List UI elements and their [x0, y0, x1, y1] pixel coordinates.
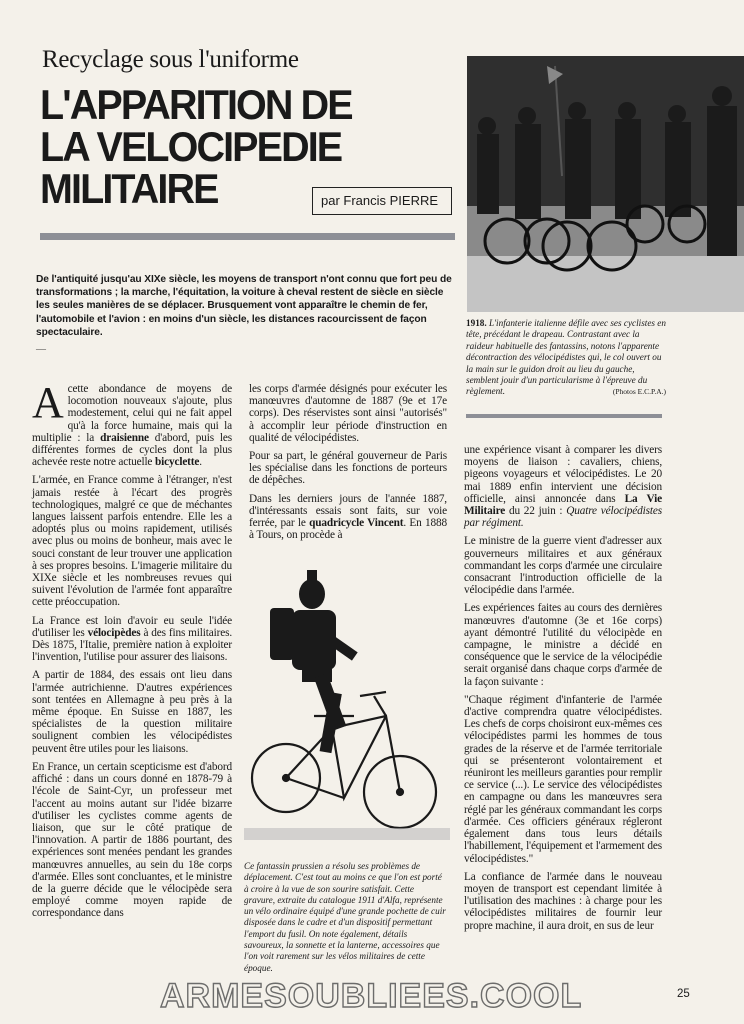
photo-caption [466, 318, 666, 398]
paragraph [249, 493, 447, 542]
chapo: De l'antiquité jusqu'au XIXe siècle, les moyens de transport n'ont connu que fort peu de transformations ; la marche, l'équitation, la voiture à cheval restent de siècle en siècle les seules manières de se déplacer. Brusquement vont apparaître le chemin de fer, l'automobile et l'avion : en moins d'un siècle, les distances racourcissent de façon spectaculaire. [36, 274, 452, 338]
text-run: une expérience visant à comparer les divers moyens de liaison : cavaliers, chiens, pigeons voyageurs et vélocipédistes. Le 20 mai 1889 enfin intervient une décision officielle, ainsi annoncée dans [464, 444, 662, 505]
drop-cap: A [32, 378, 64, 427]
paragraph: A partir de 1884, des essais ont lieu dans l'armée autrichienne. D'autres expériences sont tentées en Allemagne à peu près à la même époque. En Suisse en 1887, les spécialistes de la question militaire soulignent combien les vélocipédistes peuvent être utiles pour les liaisons. [32, 669, 232, 755]
kicker: Recyclage sous l'uniforme [42, 46, 299, 73]
byline: par Francis PIERRE [312, 187, 452, 215]
photo-caption-year: 1918. [466, 318, 487, 328]
engraving-prussian-cyclist [244, 566, 450, 858]
column-2 [249, 383, 447, 547]
text-run: cette abondance de moyens de locomotion nouveaux s'ajoute, plus modestement, celui qui ne fait appel qu'à la force humaine, mais qui la multiplie : la [32, 383, 232, 444]
paragraph: les corps d'armée désignés pour exécuter les manœuvres d'automne de 1887 (9e et 17e corps). Des réservistes sont ainsi "autorisés" à accomplir leur période d'instruction en qualité de vélocipédistes. [249, 383, 447, 444]
title-line-1: L'APPARITION DE [40, 81, 352, 128]
quoted-headline: Quatre vélocipédistes par régiment. [464, 505, 662, 530]
photo-illustration [467, 56, 744, 312]
section-mark: — [36, 344, 46, 355]
paragraph: Les expériences faites au cours des dernières manœuvres d'automne (3e et 16e corps) ayant démontré l'utilité du vélocipède en campagne, le ministre a décidé en conséquence que le service de la vélocipédie serait organisé dans chaque corps d'armée de la façon suivante : [464, 602, 662, 688]
column-1 [32, 378, 233, 926]
paragraph: "Chaque régiment d'infanterie de l'armée d'active comprendra quatre vélocipédistes. Les chefs de corps choisiront eux-mêmes ces vélocipédistes parmi les hommes de tous grades de la réserve et de l'armée territoriale qui se présenteront volontairement et réuniront les meilleurs garanties pour remplir ce service (...). Le service des vélocipédistes en campagne ou dans les manœuvres sera réglé par les généraux commandant les corps d'armée. Ces officiers généraux régleront également dans tous leurs détails l'habillement, l'équipement et l'armement des vélocipédistes." [464, 693, 662, 865]
paragraph: La confiance de l'armée dans le nouveau moyen de transport est cependant limitée à l'utilisation des machines : à charge pour les vélocipédistes militaires de fournir leur propre machine, il aura droit, en sus de leur [464, 870, 662, 932]
paragraph: En France, un certain scepticisme est d'abord affiché : dans un cours donné en 1878-79 à l'école de Saint-Cyr, un professeur met l'accent au moins autant sur l'idée bizarre d'utiliser les cyclistes comme agents de liaison, que sur le côté pratique de l'innovation. A partir de 1886 pourtant, des expériences sont menées pendant les grandes manœuvres annuelles, au sein du 18e corps d'armée. Elles sont concluantes, et le ministre de la guerre décide que le vélocipède sera employé comme moyen rapide de correspondance dans [32, 760, 232, 920]
paragraph [32, 378, 233, 469]
journal-title: La Vie Militaire [464, 492, 662, 518]
caption-rule [466, 414, 662, 418]
paragraph: Pour sa part, le général gouverneur de Paris les spécialise dans les fonctions de porteurs de dépêches. [249, 450, 447, 487]
text-run: à des fins militaires. Dès 1875, l'Italie, première nation à exploiter l'invention, l'utilise pour assurer des liaisons. [32, 626, 233, 664]
paragraph: Le ministre de la guerre vient d'adresser aux gouverneurs militaires et aux généraux commandant les corps d'armée une circulaire consacrant l'introduction officielle de la vélocipédie dans l'armée. [464, 535, 662, 597]
text-run: . [199, 456, 202, 469]
column-3 [464, 444, 662, 938]
term-quadricycle: quadricycle Vincent [309, 517, 404, 530]
watermark: ARMESOUBLIEES.COOL [160, 977, 583, 1015]
paragraph [32, 615, 232, 664]
page-number: 25 [677, 988, 690, 1000]
text-run: du 22 juin : [505, 505, 567, 518]
text-run: d'abord, puis les différentes formes de cycles dont la plus achevée reste notre actuelle [32, 431, 233, 469]
photo-credit: (Photos E.C.P.A.) [612, 387, 666, 397]
text-run: La France est loin d'avoir eu seule l'idée d'utiliser les [32, 614, 232, 639]
title-rule [40, 233, 455, 240]
paragraph: L'armée, en France comme à l'étranger, n'est jamais restée à l'écart des progrès technologiques, malgré ce que de méchantes langues laissent parfois entendre. Elle les a adoptés plus ou moins rapidement, utilisés avec plus ou moins de bonheur, mais avec le souci constant de leur trouver une application à ses propres besoins. L'imagerie militaire du XIXe siècle et les nombreuses revues qui suivent l'évolution de l'armée font apparaître cette préoccupation. [32, 474, 232, 609]
photo-cyclist-parade [467, 56, 744, 312]
text-run: Dans les derniers jours de l'année 1887, d'intéressants essais sont faits, sur voie ferrée, par le [249, 492, 447, 530]
title-line-2: LA VELOCIPEDIE [40, 123, 342, 170]
term-bicyclette: bicyclette [154, 456, 200, 469]
photo-caption-text: L'infanterie italienne défile avec ses cyclistes en tête, précédant le drapeau. Contrastant avec la raideur habituelle des fantassins, notons l'apparente décontraction des vélocipédistes qui, le col ouvert ou la main sur le guidon droit au lieu du gauche, semblent jouir d'un particularisme à l'épreuve du règlement. [466, 318, 666, 397]
engraving-caption: Ce fantassin prussien a résolu ses problèmes de déplacement. C'est tout au moins ce que l'on est porté à croire à la vue de son sourire satisfait. Cette gravure, extraite du catalogue 1911 d'Alfa, représente un vélo ordinaire équipé d'une grande pochette de cuir disposée dans le cadre et d'un dispositif permettant l'emport du fusil. On note également, détails savoureux, la sonnette et la lanterne, accessoires que l'on voit rarement sur les vélos militaires de cette époque. [244, 861, 446, 973]
text-run: . En 1888 à Tours, on procède à [249, 517, 448, 542]
term-velocipedes: vélocipèdes [87, 626, 141, 639]
title-line-3: MILITAIRE [40, 165, 218, 212]
engraving-illustration [244, 566, 450, 858]
paragraph [464, 444, 662, 529]
term-draisienne: draisienne [100, 431, 149, 444]
